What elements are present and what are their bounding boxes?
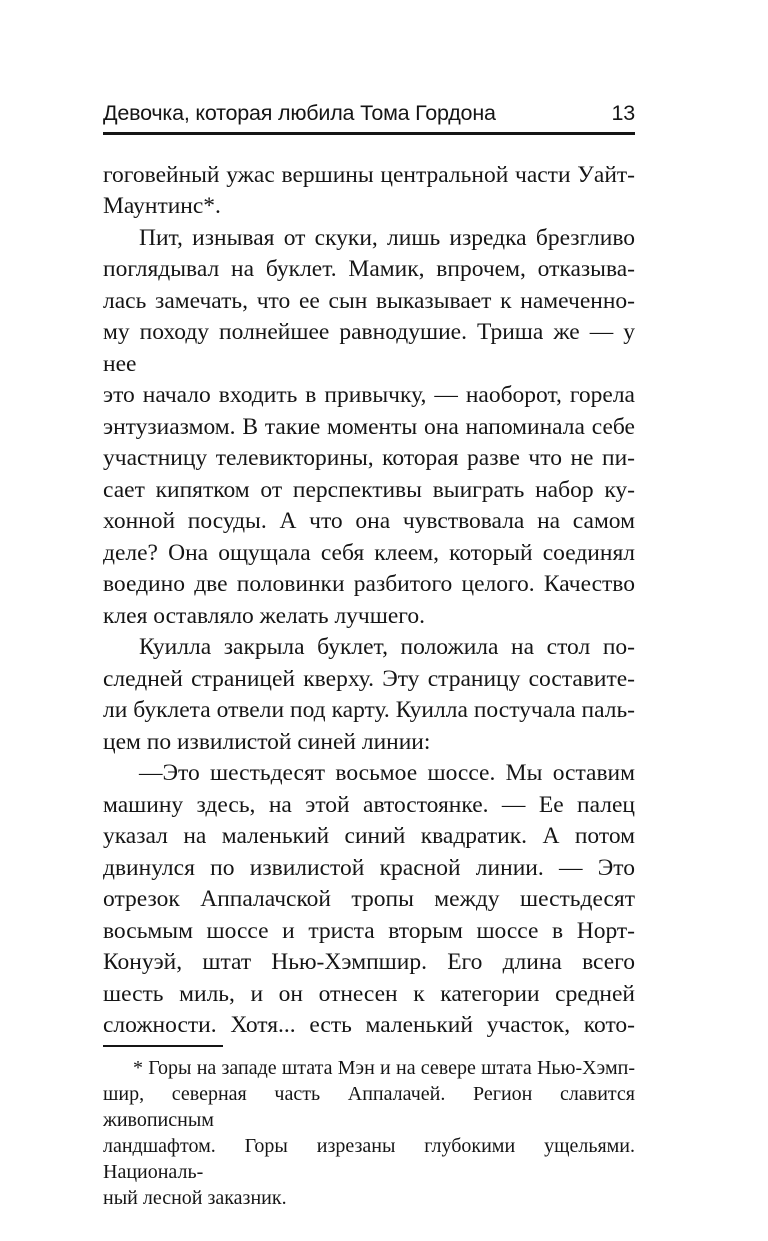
body-text-line: поглядывал на буклет. Мамик, впрочем, отказыва- xyxy=(103,256,635,282)
body-text-line: энтузиазмом. В такие моменты она напоминала себе xyxy=(103,413,635,440)
footnote-text-line: шир, северная часть Аппалачей. Регион славится живописным xyxy=(103,1082,635,1131)
body-text-line: Пит, изнывая от скуки, лишь изредка брезгливо xyxy=(139,224,635,251)
body-text-line: следней страницей кверху. Эту страницу составите- xyxy=(103,665,635,692)
body-text-line: хонной посуды. А что она чувствовала на самом xyxy=(103,508,635,534)
body-text-line: машину здесь, на этой автостоянке. — Ее палец xyxy=(103,791,635,818)
footnote-text-line: ландшафтом. Горы изрезаны глубокими ущельями. Националь- xyxy=(103,1134,635,1183)
body-text-line: сает кипятком от перспективы выиграть набор ку- xyxy=(103,476,635,503)
body-text-line: цем по извилистой синей линии: xyxy=(103,728,431,755)
footnote-text-line: * Горы на западе штата Мэн и на севере штата Нью-Хэмп- xyxy=(133,1056,635,1079)
body-text-line: восьмым шоссе и триста вторым шоссе в Норт- xyxy=(103,917,635,944)
body-text xyxy=(103,160,635,1042)
body-text-line: указал на маленький синий квадратик. А потом xyxy=(103,823,635,849)
body-text-line: это начало входить в привычку, — наоборот, горела xyxy=(103,382,635,408)
body-text-line: ли буклета отвели под карту. Куилла постучала паль- xyxy=(103,697,635,723)
body-text-line: двинулся по извилистой красной линии. — Это xyxy=(103,854,635,881)
body-text-line: Конуэй, штат Нью-Хэмпшир. Его длина всего xyxy=(103,949,635,975)
body-text-line: клея оставляло желать лучшего. xyxy=(103,602,425,629)
footnote-separator-rule xyxy=(103,1045,223,1047)
body-text-line: сложности. Хотя... есть маленький участок, кото- xyxy=(103,1012,635,1038)
body-text-line: Куилла закрыла буклет, положила на стол по- xyxy=(139,634,635,660)
body-text-line: участницу телевикторины, которая разве что не пи- xyxy=(103,445,635,471)
body-text-line: деле? Она ощущала себя клеем, который соединял xyxy=(103,539,635,566)
body-text-line: гоговейный ужас вершины центральной части Уайт- xyxy=(103,161,635,188)
running-title: Девочка, которая любила Тома Гордона xyxy=(103,101,496,125)
running-header xyxy=(103,100,635,126)
footnote-text-line: ный лесной заказник. xyxy=(103,1186,287,1209)
body-text-line: лась замечать, что ее сын выказывает к намеченно- xyxy=(103,287,635,314)
body-text-line: шесть миль, и он отнесен к категории средней xyxy=(103,980,635,1007)
page-number: 13 xyxy=(611,101,635,125)
body-text-line: му походу полнейшее равнодушие. Триша же — у нее xyxy=(103,319,635,377)
body-text-line: воедино две половинки разбитого целого. Качество xyxy=(103,571,635,597)
header-rule xyxy=(103,132,635,135)
body-text-line: Маунтинс*. xyxy=(103,193,221,219)
body-text-line: отрезок Аппалачской тропы между шестьдесят xyxy=(103,886,635,912)
body-text-line: —Это шестьдесят восьмое шоссе. Мы оставим xyxy=(139,760,635,786)
footnote xyxy=(103,1055,635,1211)
